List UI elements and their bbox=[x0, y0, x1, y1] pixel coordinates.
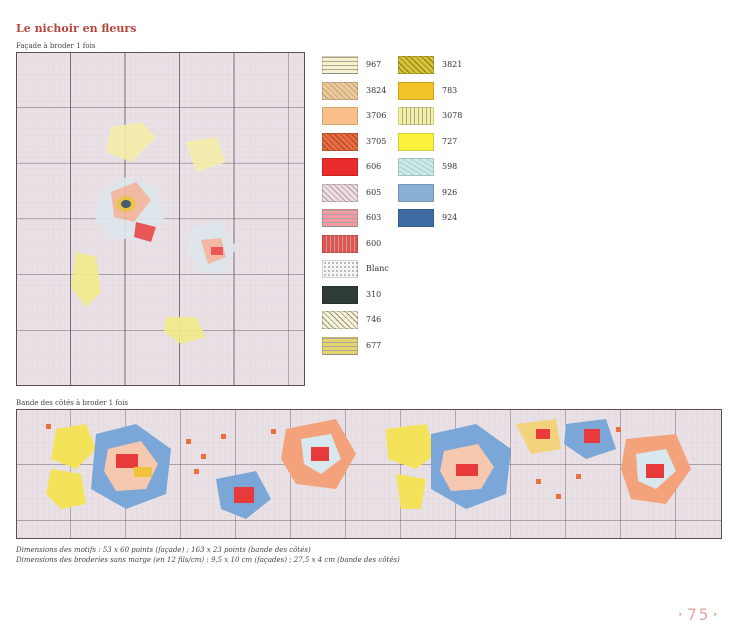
swatch-3706 bbox=[322, 107, 358, 125]
page-number: ·75· bbox=[675, 605, 722, 624]
swatch-label-3824: 3824 bbox=[366, 85, 387, 95]
swatch-label-310: 310 bbox=[366, 289, 382, 299]
swatch-blanc bbox=[322, 260, 358, 278]
facade-caption: Façade à broder 1 fois bbox=[16, 42, 96, 50]
swatch-926 bbox=[398, 184, 434, 202]
swatch-603 bbox=[322, 209, 358, 227]
dimensions-line-2: Dimensions des broderies sans marge (en 12 fils/cm) : 9,5 x 10 cm (façades) ; 27,5 x 4 cm (bande des côtés) bbox=[16, 556, 400, 564]
swatch-label-3078: 3078 bbox=[442, 111, 463, 120]
swatch-606 bbox=[322, 158, 358, 176]
swatch-label-605: 605 bbox=[366, 187, 382, 197]
swatch-3078 bbox=[398, 107, 434, 125]
swatch-label-3705: 3705 bbox=[366, 136, 387, 146]
swatch-3821 bbox=[398, 56, 434, 74]
swatch-label-746: 746 bbox=[366, 315, 382, 324]
swatch-label-3821: 3821 bbox=[442, 60, 463, 69]
swatch-label-600: 600 bbox=[366, 238, 382, 248]
swatch-label-727: 727 bbox=[442, 136, 458, 146]
swatch-label-598: 598 bbox=[442, 162, 458, 171]
swatch-967 bbox=[322, 56, 358, 74]
swatch-605 bbox=[322, 184, 358, 202]
swatch-label-677: 677 bbox=[366, 340, 382, 350]
facade-chart bbox=[16, 52, 305, 386]
swatch-label-926: 926 bbox=[442, 187, 458, 197]
swatch-598 bbox=[398, 158, 434, 176]
swatch-label-603: 603 bbox=[366, 213, 382, 222]
swatch-label-967: 967 bbox=[366, 60, 382, 69]
swatch-783 bbox=[398, 82, 434, 100]
swatch-677 bbox=[322, 337, 358, 355]
band-caption: Bande des côtés à broder 1 fois bbox=[16, 399, 128, 407]
swatch-924 bbox=[398, 209, 434, 227]
swatch-label-606: 606 bbox=[366, 162, 382, 171]
band-chart bbox=[16, 409, 722, 539]
swatch-600 bbox=[322, 235, 358, 253]
swatch-3705 bbox=[322, 133, 358, 151]
swatch-746 bbox=[322, 311, 358, 329]
swatch-727 bbox=[398, 133, 434, 151]
swatch-310 bbox=[322, 286, 358, 304]
page-title: Le nichoir en fleurs bbox=[16, 22, 137, 35]
swatch-label-3706: 3706 bbox=[366, 111, 387, 120]
dimensions-line-1: Dimensions des motifs : 53 x 60 points (façade) ; 163 x 23 points (bande des côtés) bbox=[16, 546, 311, 554]
swatch-label-924: 924 bbox=[442, 213, 458, 222]
swatch-label-blanc: Blanc bbox=[366, 264, 389, 273]
swatch-label-783: 783 bbox=[442, 85, 458, 95]
swatch-3824 bbox=[322, 82, 358, 100]
